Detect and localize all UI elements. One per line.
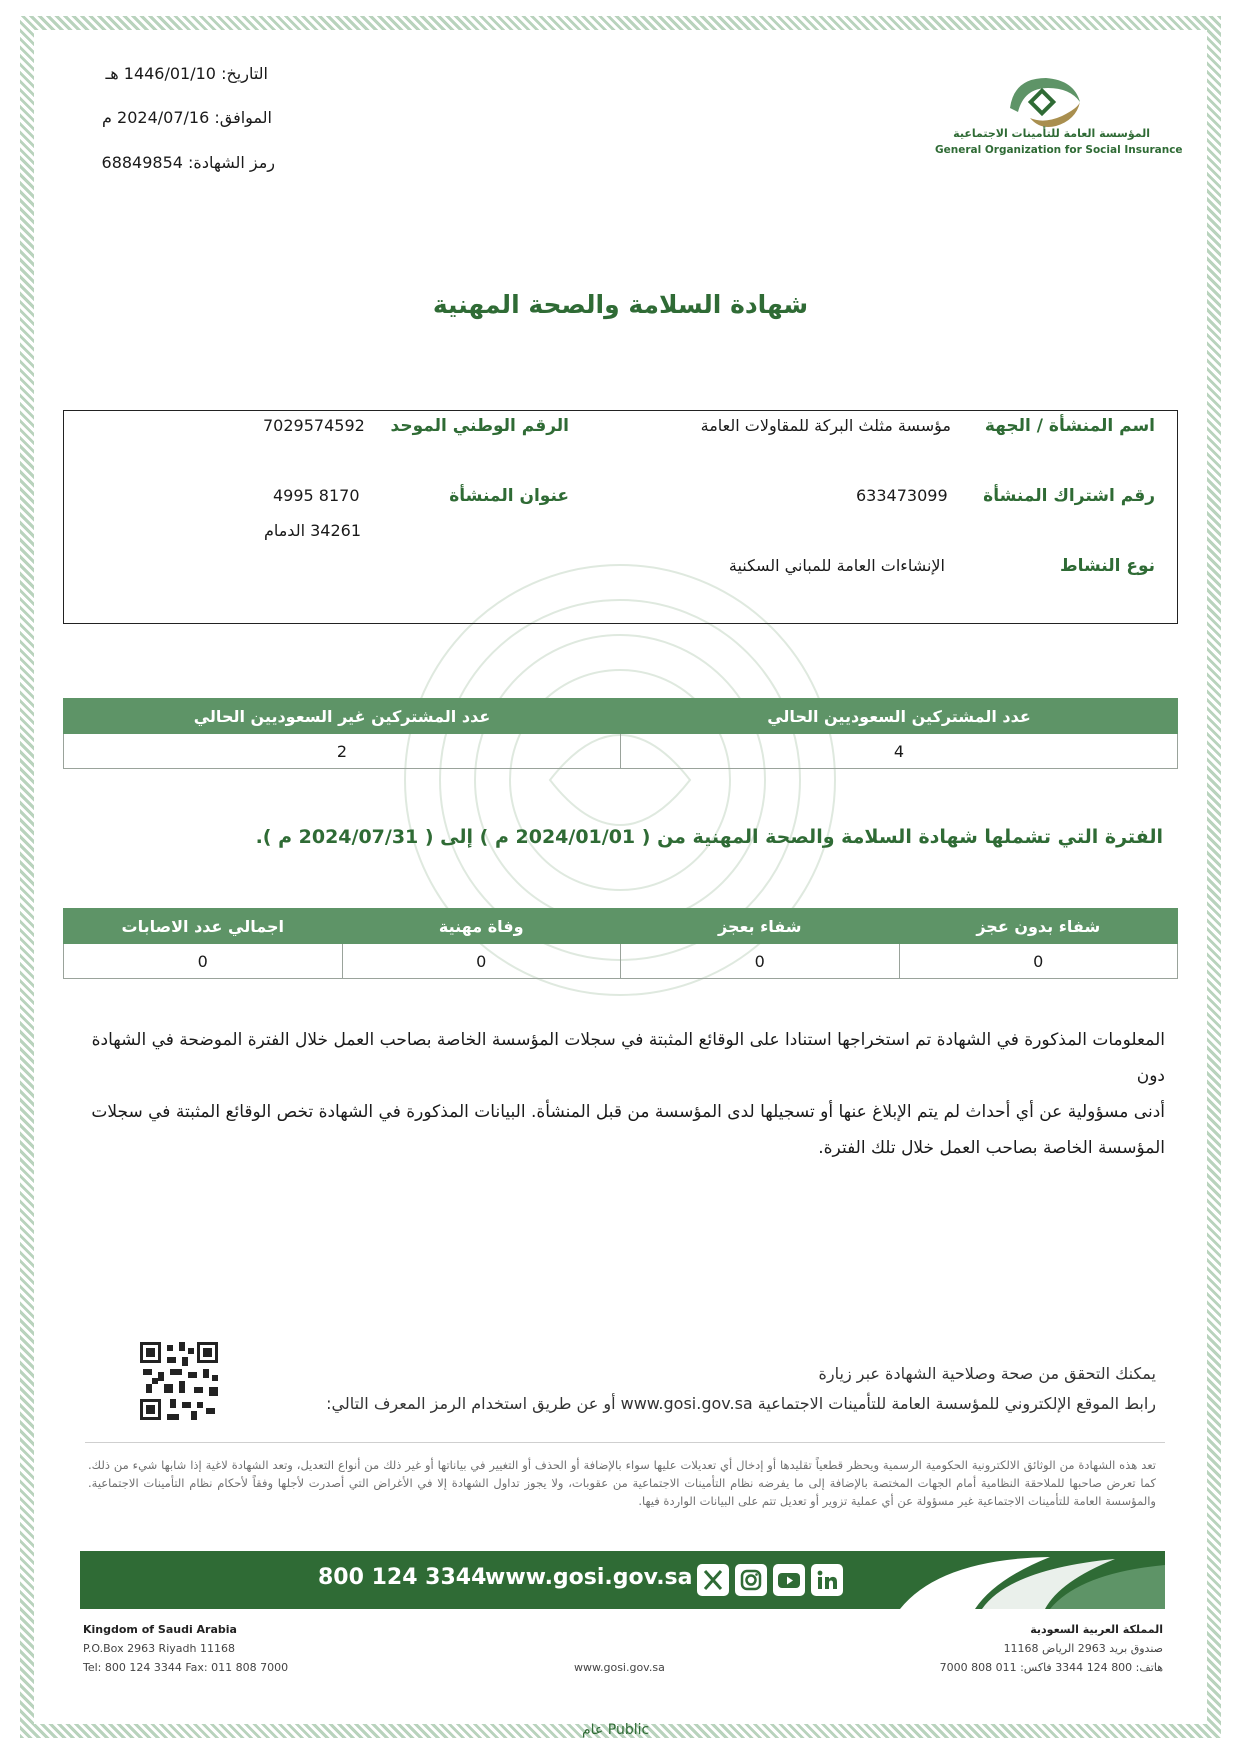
recovery-with-disability-header: شفاء بعجز: [621, 909, 900, 944]
coverage-period: الفترة التي تشملها شهادة السلامة والصحة المهنية من ( 2024/01/01 م ) إلى ( 2024/07/31 م ).: [255, 826, 1163, 848]
classification-label: عام Public: [582, 1722, 650, 1738]
footer-tel-ar: هاتف: 800 124 3344 فاكس: 011 808 7000: [939, 1661, 1163, 1674]
total-injuries-header: اجمالي عدد الاصابات: [64, 909, 343, 944]
footer-country-ar: المملكة العربية السعودية: [1030, 1623, 1163, 1636]
national-id-value: 7029574592: [263, 416, 365, 435]
notes-line-1: المعلومات المذكورة في الشهادة تم استخراجها استنادا على الوقائع المثبتة في سجلات المؤسسة الخاصة بصاحب العمل خلال الفترة الموضحة في الشهادة دون: [91, 1030, 1165, 1086]
footer-website[interactable]: www.gosi.gov.sa: [574, 1661, 665, 1674]
gosi-logo-icon: [1000, 72, 1088, 128]
contact-banner: [80, 1551, 1165, 1609]
certificate-title: شهادة السلامة والصحة المهنية: [432, 290, 809, 319]
disclaimer-text: تعد هذه الشهادة من الوثائق الالكترونية الحكومية الرسمية ويحظر قطعياً تقليدها أو إدخال أي تعديلات عليها سواء بالإضافة أو الحذف أو التغيير في بياناتها أو غير ذلك من أنواع التعديل، وتعد الشهادة لاغية إذا شابها شيء من ذلك. كما تعرض صاحبها للملاحقة النظامية أمام الجهات المختصة بالإضافة إلى ما يفرضه نظام التأمينات الاجتماعية من عقوبات، ولا يجوز تداول الشهادة إلا في الأغراض التي أصدرت لأجلها وفقاً لأحكام نظام التأمينات الاجتماعية. والمؤسسة العامة للتأمينات الاجتماعية غير مسؤولة عن أي عملية تزوير أو تعديل تتم على البيانات الواردة فيها.: [88, 1458, 1156, 1508]
phone-number: 800 124 3344: [318, 1565, 487, 1590]
entity-name-value: مؤسسة مثلث البركة للمقاولات العامة: [700, 416, 951, 435]
injuries-table: [63, 908, 1178, 979]
occupational-death-value: 0: [342, 944, 621, 979]
logo-name-ar: المؤسسة العامة للتأمينات الاجتماعية: [953, 127, 1150, 140]
establishment-info-box: [63, 410, 1178, 624]
footer-country-en: Kingdom of Saudi Arabia: [83, 1623, 237, 1636]
youtube-icon[interactable]: [773, 1564, 805, 1596]
non-saudi-subscribers-value: 2: [64, 734, 621, 769]
divider: [85, 1442, 1165, 1443]
footer-pobox-en: P.O.Box 2963 Riyadh 11168: [83, 1642, 235, 1655]
qr-code: [140, 1342, 218, 1420]
occupational-death-header: وفاة مهنية: [342, 909, 621, 944]
notes-line-2: أدنى مسؤولية عن أي أحداث لم يتم الإبلاغ عنها أو تسجيلها لدى المؤسسة من قبل المنشأة. البيانات المذكورة في الشهادة تخص الوقائع المثبتة في سجلات المؤسسة الخاصة بصاحب العمل خلال تلك الفترة.: [91, 1102, 1165, 1158]
certificate-code: رمز الشهادة: 68849854: [101, 153, 275, 172]
gregorian-date: الموافق: 2024/07/16 م: [102, 108, 272, 127]
activity-label: نوع النشاط: [1059, 556, 1155, 576]
address-line2: 34261 الدمام: [263, 521, 361, 540]
entity-name-label: اسم المنشأة / الجهة: [984, 416, 1155, 436]
footer-right: [940, 1620, 1163, 1677]
recovery-no-disability-value: 0: [899, 944, 1178, 979]
leaf-graphic-icon: [900, 1551, 1165, 1609]
footer-tel-en: Tel: 800 124 3344 Fax: 011 808 7000: [83, 1661, 289, 1674]
subscription-label: رقم اشتراك المنشأة: [983, 486, 1155, 506]
x-icon[interactable]: [697, 1564, 729, 1596]
verification-line-2: رابط الموقع الإلكتروني للمؤسسة العامة للتأمينات الاجتماعية www.gosi.gov.sa أو عن طريق استخدام الرمز المعرف التالي:: [326, 1394, 1156, 1413]
footer-pobox-ar: صندوق بريد 2963 الرياض 11168: [1003, 1642, 1163, 1655]
subscribers-table: [63, 698, 1178, 769]
recovery-no-disability-header: شفاء بدون عجز: [899, 909, 1178, 944]
subscription-value: 633473099: [856, 486, 948, 505]
recovery-with-disability-value: 0: [621, 944, 900, 979]
activity-value: الإنشاءات العامة للمباني السكنية: [728, 556, 945, 575]
hijri-date: التاريخ: 1446/01/10 هـ: [105, 64, 268, 83]
verification-line-1: يمكنك التحقق من صحة وصلاحية الشهادة عبر زيارة: [818, 1364, 1156, 1383]
saudi-subscribers-value: 4: [621, 734, 1178, 769]
notes-paragraph: [75, 1022, 1165, 1166]
instagram-icon[interactable]: [735, 1564, 767, 1596]
linkedin-icon[interactable]: [811, 1564, 843, 1596]
total-injuries-value: 0: [64, 944, 343, 979]
address-label: عنوان المنشأة: [449, 486, 569, 506]
national-id-label: الرقم الوطني الموحد: [390, 416, 569, 436]
non-saudi-subscribers-header: عدد المشتركين غير السعوديين الحالي: [64, 699, 621, 734]
address-line1: 4995 8170: [273, 486, 360, 505]
logo-name-en: General Organization for Social Insurance: [935, 144, 1183, 156]
footer-left: [83, 1620, 288, 1677]
website-link[interactable]: www.gosi.gov.sa: [485, 1565, 693, 1590]
saudi-subscribers-header: عدد المشتركين السعوديين الحالي: [621, 699, 1178, 734]
